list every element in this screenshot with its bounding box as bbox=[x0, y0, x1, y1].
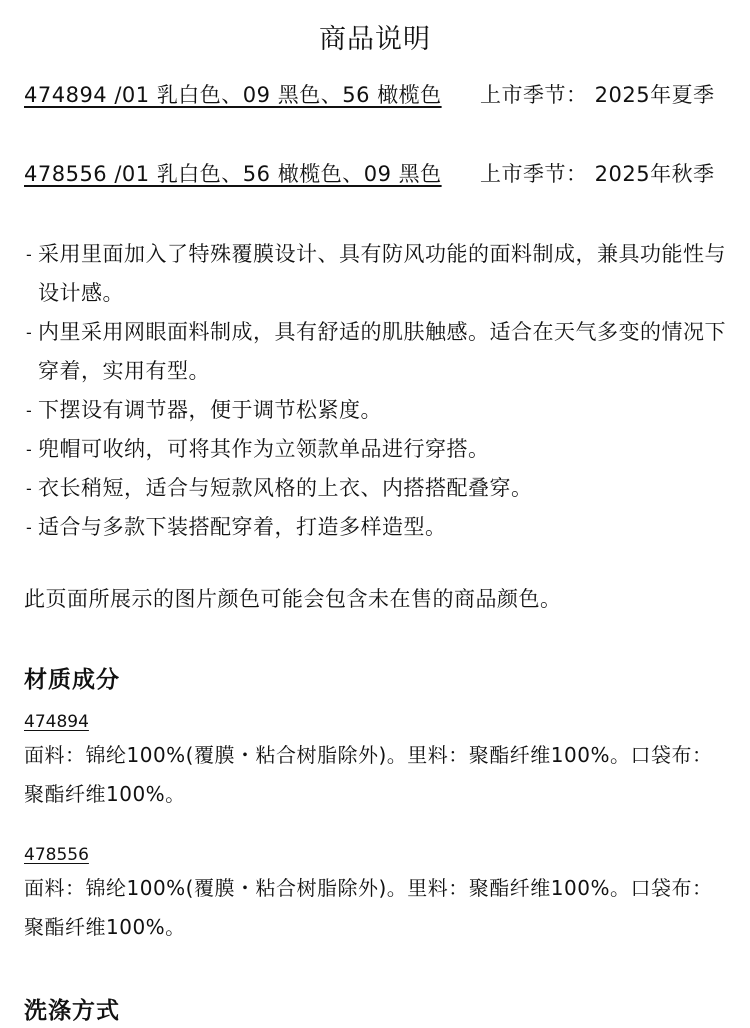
variant-season: 上市季节： 2025年秋季 bbox=[480, 162, 715, 186]
materials-heading: 材质成分 bbox=[24, 667, 120, 693]
feature-text: 适合与多款下装搭配穿着，打造多样造型。 bbox=[38, 515, 447, 539]
dash-bullet-icon: - bbox=[26, 440, 33, 459]
page-title: 商品说明 bbox=[319, 24, 431, 55]
variant-colors-link[interactable]: 478556 /01 乳白色、56 橄榄色、09 黑色 bbox=[24, 162, 442, 186]
feature-item bbox=[24, 508, 726, 547]
variant-row bbox=[24, 76, 726, 155]
variant-season: 上市季节： 2025年夏季 bbox=[480, 83, 715, 107]
product-number-link[interactable]: 474894 bbox=[24, 712, 89, 732]
feature-item bbox=[24, 391, 726, 430]
variant-colors-link[interactable]: 474894 /01 乳白色、09 黑色、56 橄榄色 bbox=[24, 83, 442, 107]
dash-bullet-icon: - bbox=[26, 518, 33, 537]
feature-item bbox=[24, 430, 726, 469]
dash-bullet-icon: - bbox=[26, 323, 33, 342]
feature-text: 下摆设有调节器，便于调节松紧度。 bbox=[38, 398, 382, 422]
product-number-link[interactable]: 478556 bbox=[24, 845, 89, 865]
material-composition: 面料：锦纶100%(覆膜・粘合树脂除外)。里料：聚酯纤维100%。口袋布：聚酯纤维100%。 bbox=[24, 743, 713, 806]
variant-list bbox=[24, 76, 726, 234]
feature-item bbox=[24, 469, 726, 508]
dash-bullet-icon: - bbox=[26, 479, 33, 498]
dash-bullet-icon: - bbox=[26, 245, 33, 264]
care-heading: 洗涤方式 bbox=[24, 998, 120, 1024]
product-description-page bbox=[24, 0, 726, 1027]
feature-item bbox=[24, 235, 726, 313]
color-disclaimer: 此页面所展示的图片颜色可能会包含未在售的商品颜色。 bbox=[24, 587, 562, 611]
variant-row bbox=[24, 155, 726, 234]
feature-text: 采用里面加入了特殊覆膜设计、具有防风功能的面料制成，兼具功能性与设计感。 bbox=[38, 242, 726, 305]
feature-text: 内里采用网眼面料制成，具有舒适的肌肤触感。适合在天气多变的情况下穿着，实用有型。 bbox=[38, 320, 726, 383]
material-group bbox=[24, 843, 726, 947]
feature-item bbox=[24, 313, 726, 391]
material-composition: 面料：锦纶100%(覆膜・粘合树脂除外)。里料：聚酯纤维100%。口袋布：聚酯纤维100%。 bbox=[24, 876, 713, 939]
dash-bullet-icon: - bbox=[26, 401, 33, 420]
feature-list bbox=[24, 235, 726, 547]
material-group bbox=[24, 710, 726, 814]
feature-text: 兜帽可收纳，可将其作为立领款单品进行穿搭。 bbox=[38, 437, 490, 461]
feature-text: 衣长稍短，适合与短款风格的上衣、内搭搭配叠穿。 bbox=[38, 476, 533, 500]
